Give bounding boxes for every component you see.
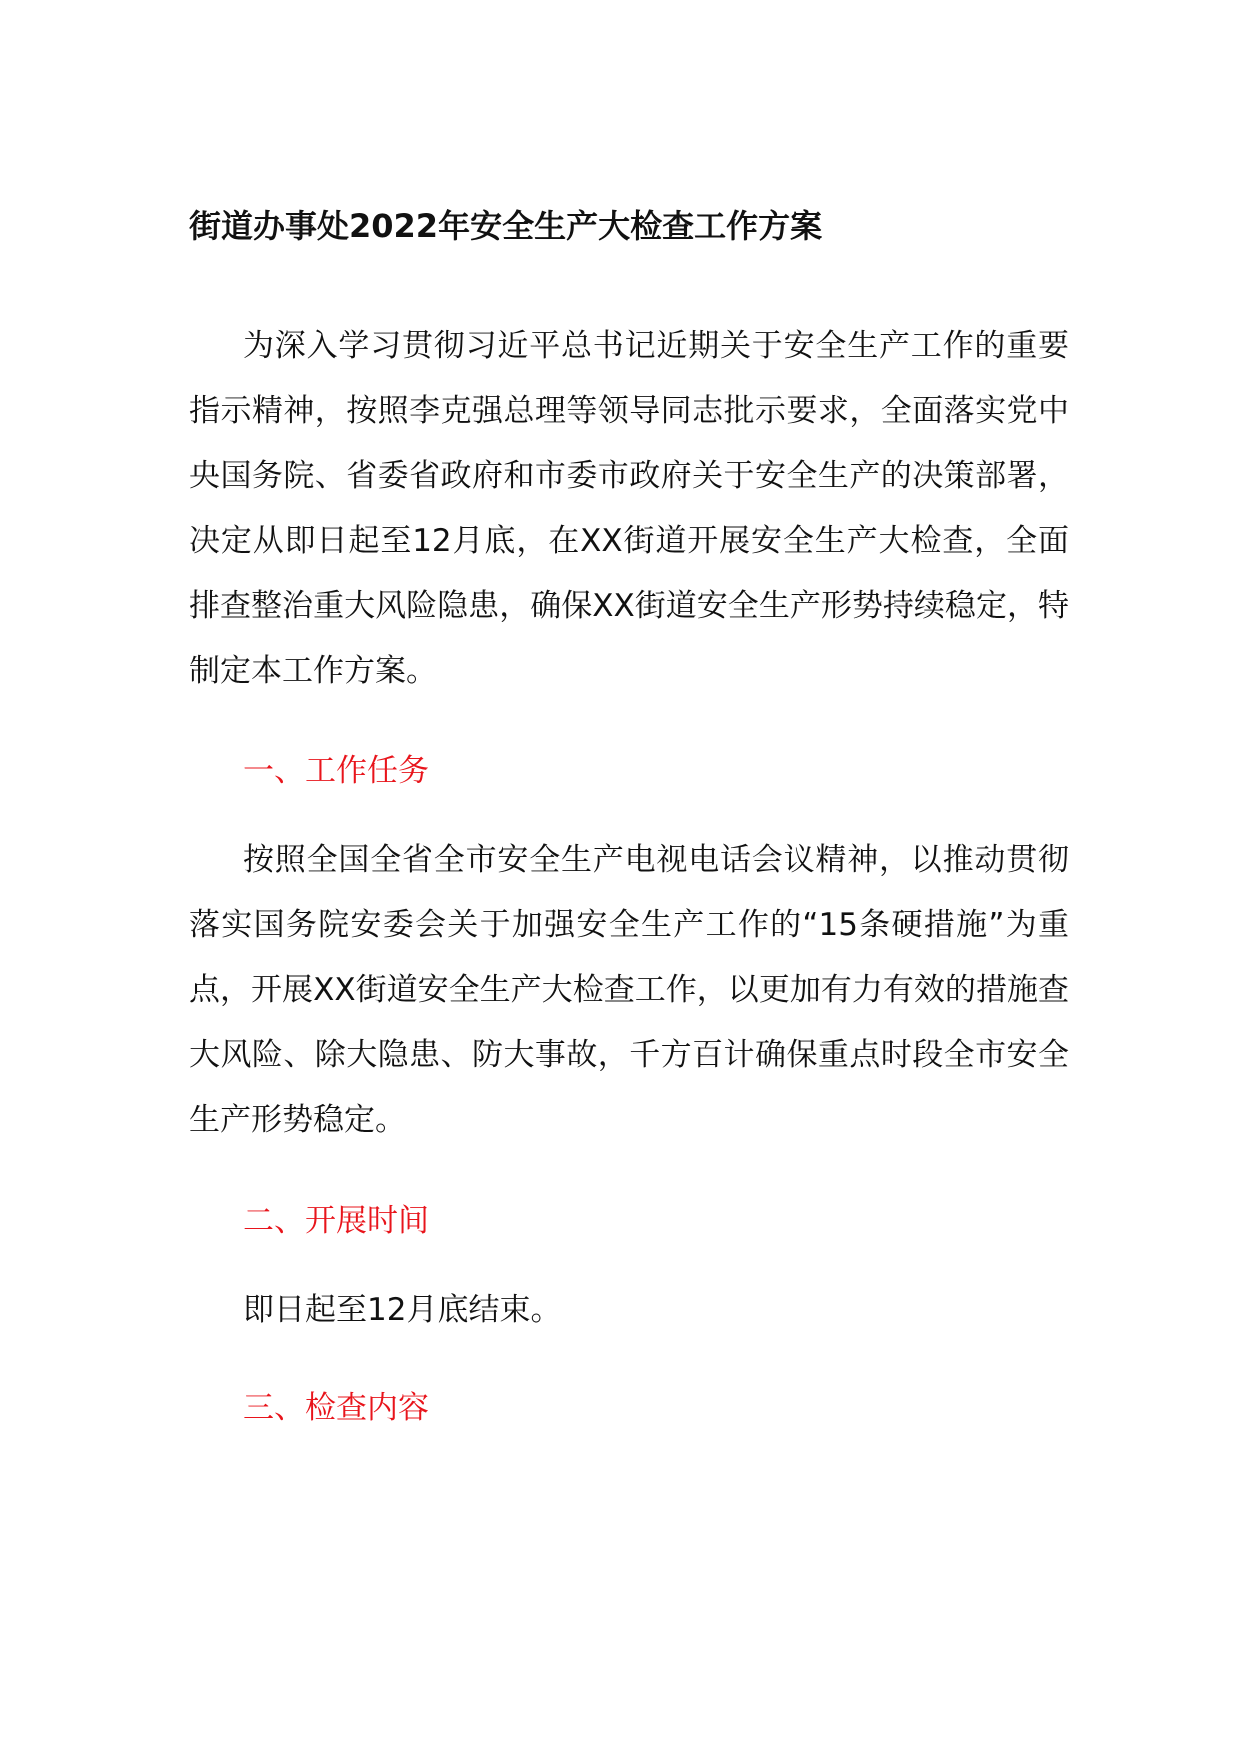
section-heading-tasks: 一、工作任务 [243, 753, 429, 789]
section-body-schedule: 即日起至12月底结束。 [243, 1292, 562, 1328]
intro-paragraph: 为深入学习贯彻习近平总书记近期关于安全生产工作的重要指示精神，按照李克强总理等领导同志批示要求，全面落实党中央国务院、省委省政府和市委市政府关于安全生产的决策部署，决定从即日起至12月底，在XX街道开展安全生产大检查，全面排查整治重大风险隐患，确保XX街道安全生产形势持续稳定，特制定本工作方案。 [189, 328, 1069, 689]
section-body-tasks: 按照全国全省全市安全生产电视电话会议精神，以推动贯彻落实国务院安委会关于加强安全生产工作的“15条硬措施”为重点，开展XX街道安全生产大检查工作，以更加有力有效的措施查大风险、除大隐患、防大事故，千方百计确保重点时段全市安全生产形势稳定。 [189, 842, 1069, 1138]
section-heading-schedule: 二、开展时间 [243, 1203, 429, 1239]
section-heading-content: 三、检查内容 [243, 1390, 429, 1426]
document-title: 街道办事处2022年安全生产大检查工作方案 [189, 207, 823, 245]
